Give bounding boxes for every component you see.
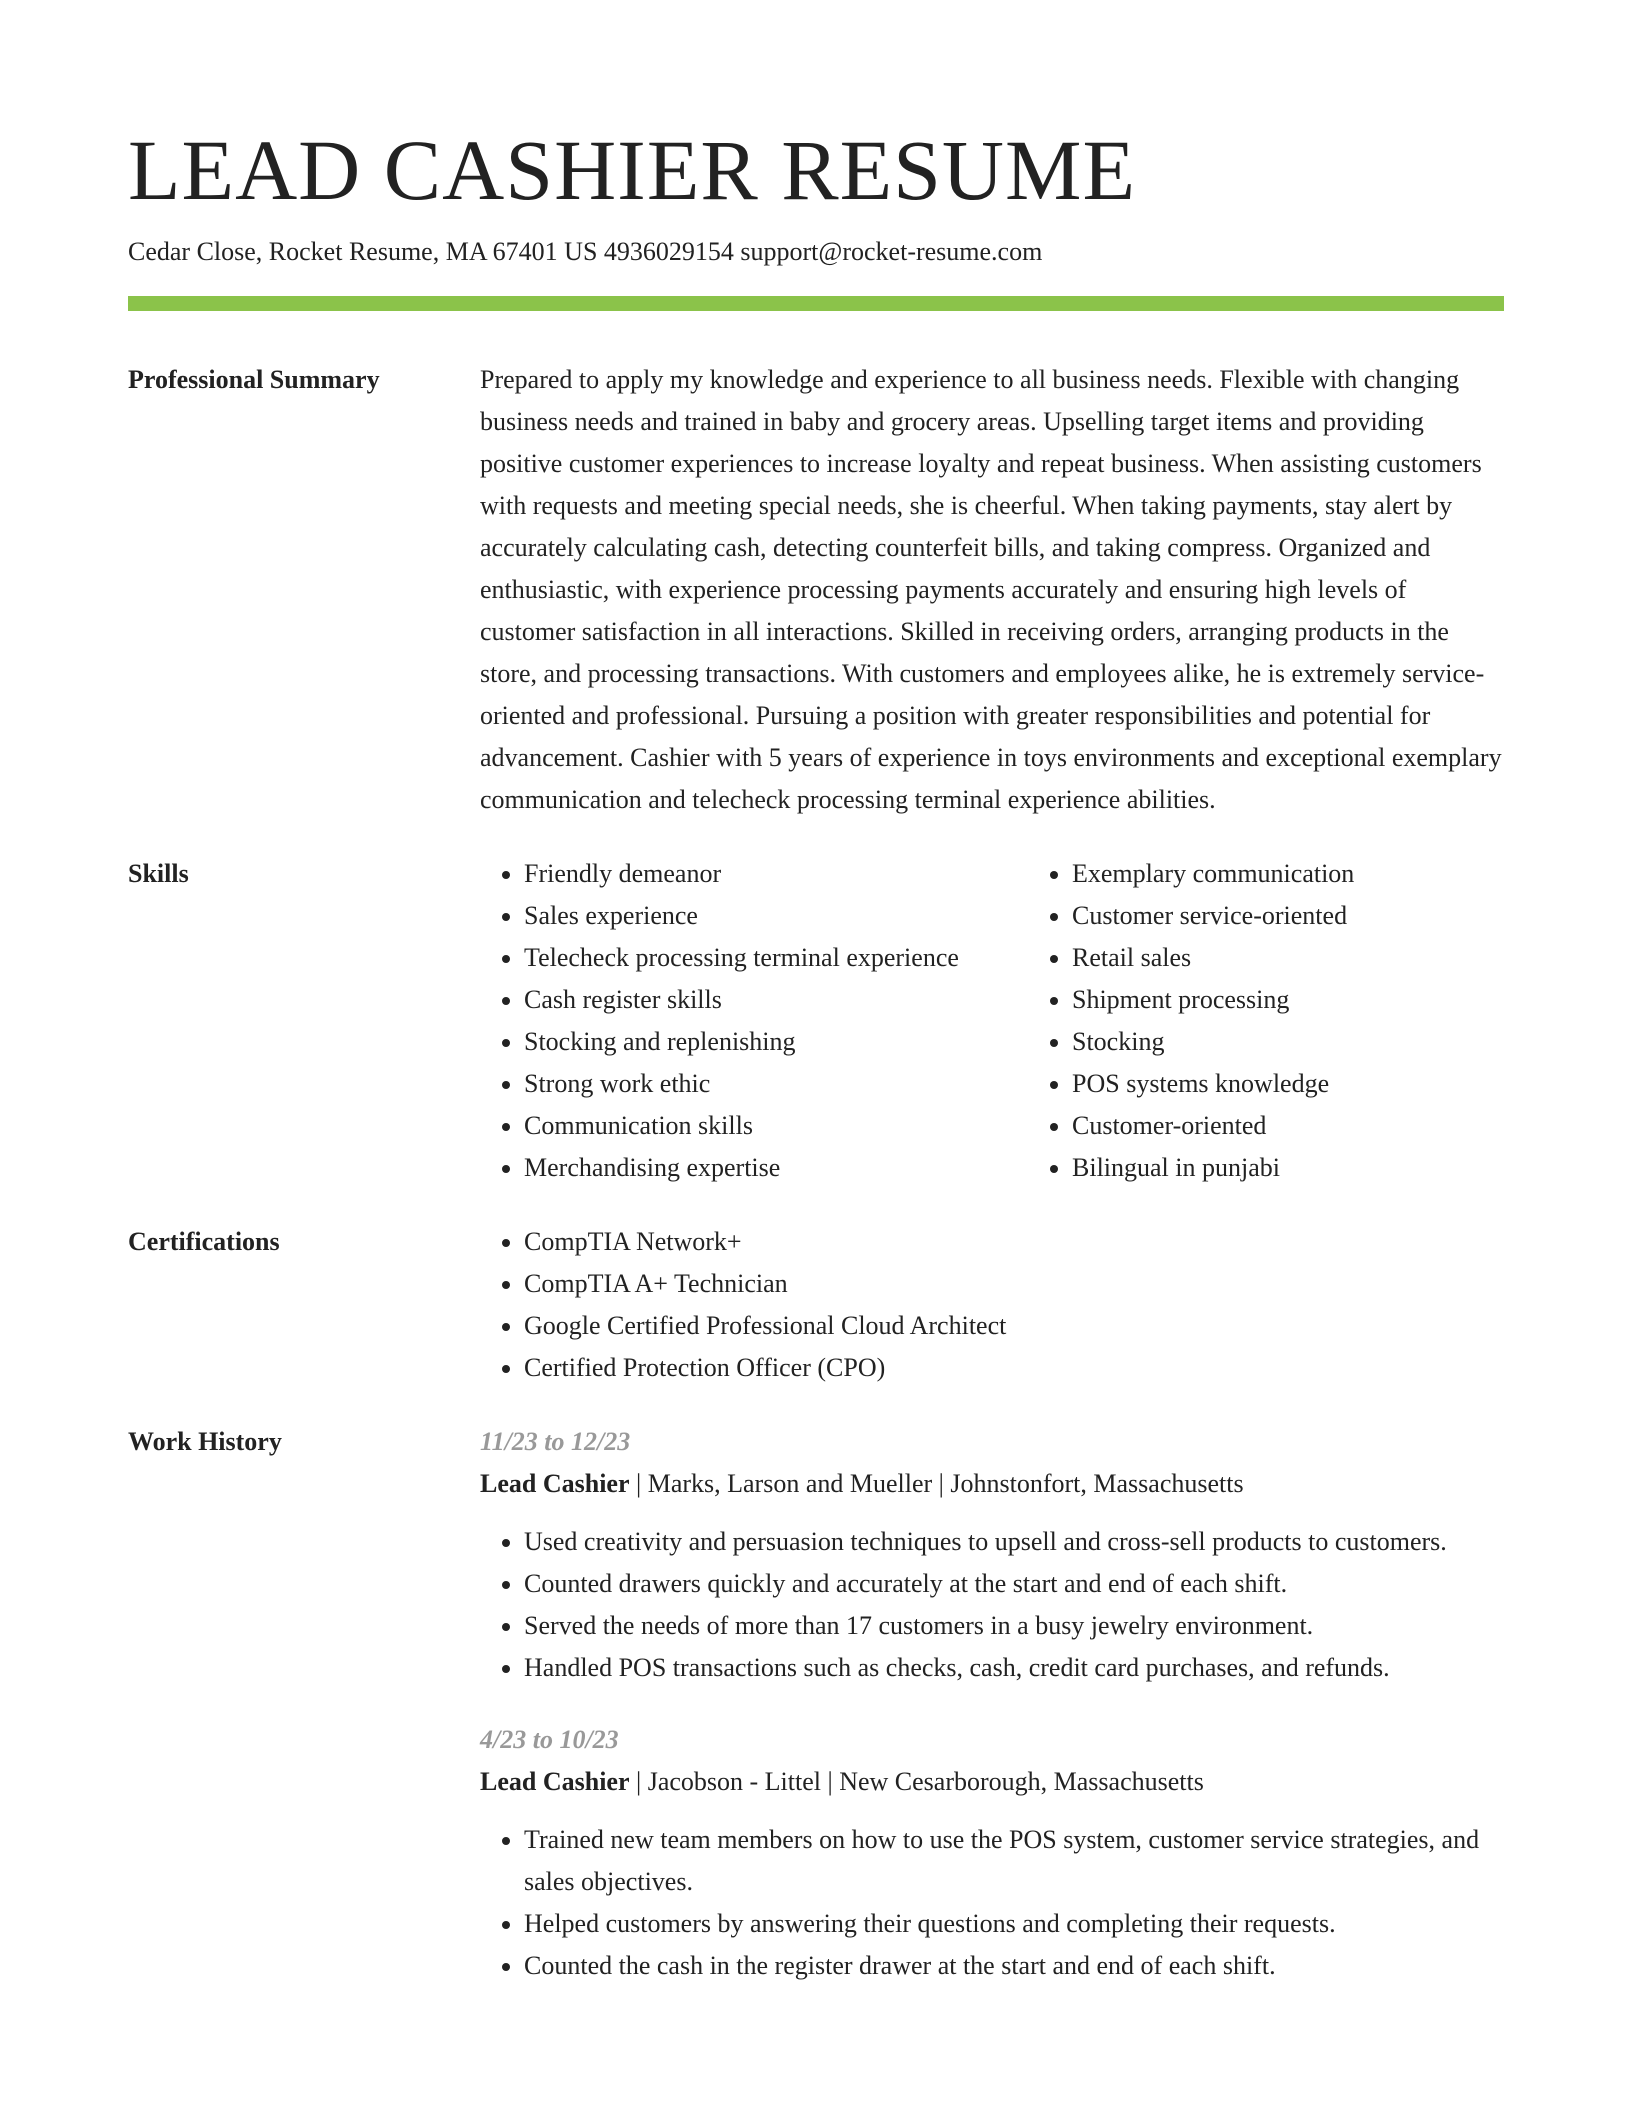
list-item: • Sales experience	[524, 895, 984, 937]
list-item: • POS systems knowledge	[1072, 1063, 1532, 1105]
work-history-label: Work History	[128, 1427, 282, 1456]
list-item: • Stocking and replenishing	[524, 1021, 984, 1063]
list-item: • Certified Protection Officer (CPO)	[524, 1347, 1504, 1389]
skills-list-right	[1028, 853, 1532, 1189]
job-entry	[480, 1421, 1504, 1689]
resume-page	[128, 118, 1504, 1987]
list-item: • Customer service-oriented	[1072, 895, 1532, 937]
list-item: • Communication skills	[524, 1105, 984, 1147]
list-item: • Counted the cash in the register drawer at the start and end of each shift.	[524, 1945, 1504, 1987]
list-item: • Telecheck processing terminal experience	[524, 937, 984, 979]
summary-section	[128, 359, 1504, 821]
work-history-section	[128, 1421, 1504, 1987]
list-item: • Cash register skills	[524, 979, 984, 1021]
header-divider	[128, 296, 1504, 311]
list-item: • Exemplary communication	[1072, 853, 1532, 895]
list-item: • Google Certified Professional Cloud Architect	[524, 1305, 1504, 1347]
summary-label: Professional Summary	[128, 365, 380, 394]
job-dates: 11/23 to 12/23	[480, 1427, 631, 1456]
certifications-label: Certifications	[128, 1227, 280, 1256]
certifications-list	[480, 1221, 1504, 1389]
job-title: Lead Cashier	[480, 1767, 630, 1796]
list-item: • Friendly demeanor	[524, 853, 984, 895]
job-heading	[480, 1463, 1504, 1505]
list-item: • Served the needs of more than 17 customers in a busy jewelry environment.	[524, 1605, 1504, 1647]
list-item: • CompTIA A+ Technician	[524, 1263, 1504, 1305]
list-item: • Bilingual in punjabi	[1072, 1147, 1532, 1189]
job-heading	[480, 1761, 1504, 1803]
list-item: • Helped customers by answering their questions and completing their requests.	[524, 1903, 1504, 1945]
list-item: • CompTIA Network+	[524, 1221, 1504, 1263]
list-item: • Counted drawers quickly and accurately at the start and end of each shift.	[524, 1563, 1504, 1605]
job-bullets	[480, 1521, 1504, 1689]
list-item: • Handled POS transactions such as checks, cash, credit card purchases, and refunds.	[524, 1647, 1504, 1689]
job-entry	[480, 1719, 1504, 1987]
job-details: | Marks, Larson and Mueller | Johnstonfort, Massachusetts	[629, 1469, 1244, 1498]
list-item: • Customer-oriented	[1072, 1105, 1532, 1147]
skills-label: Skills	[128, 859, 189, 888]
job-title: Lead Cashier	[480, 1469, 630, 1498]
job-details: | Jacobson - Littel | New Cesarborough, Massachusetts	[629, 1767, 1204, 1796]
list-item: • Stocking	[1072, 1021, 1532, 1063]
skills-section	[128, 853, 1504, 1189]
job-bullets	[480, 1819, 1504, 1987]
skills-list-left	[480, 853, 984, 1189]
list-item: • Used creativity and persuasion techniques to upsell and cross-sell products to customers.	[524, 1521, 1504, 1563]
list-item: • Strong work ethic	[524, 1063, 984, 1105]
list-item: • Trained new team members on how to use the POS system, customer service strategies, and sales objectives.	[524, 1819, 1504, 1903]
summary-text: Prepared to apply my knowledge and experience to all business needs. Flexible with changing business needs and trained in baby and grocery areas. Upselling target items and providing positive customer experiences to increase loyalty and repeat business. When assisting customers with requests and meeting special needs, she is cheerful. When taking payments, stay alert by accurately calculating cash, detecting counterfeit bills, and taking compress. Organized and enthusiastic, with experience processing payments accurately and ensuring high levels of customer satisfaction in all interactions. Skilled in receiving orders, arranging products in the store, and processing transactions. With customers and employees alike, he is extremely service-oriented and professional. Pursuing a position with greater responsibilities and potential for advancement. Cashier with 5 years of experience in toys environments and exceptional exemplary communication and telecheck processing terminal experience abilities.	[480, 365, 1502, 814]
list-item: • Merchandising expertise	[524, 1147, 984, 1189]
contact-line: Cedar Close, Rocket Resume, MA 67401 US 4936029154 support@rocket-resume.com	[128, 237, 1043, 266]
list-item: • Shipment processing	[1072, 979, 1532, 1021]
resume-title: LEAD CASHIER RESUME	[128, 122, 1137, 218]
list-item: • Retail sales	[1072, 937, 1532, 979]
certifications-section	[128, 1221, 1504, 1389]
job-dates: 4/23 to 10/23	[480, 1725, 619, 1754]
